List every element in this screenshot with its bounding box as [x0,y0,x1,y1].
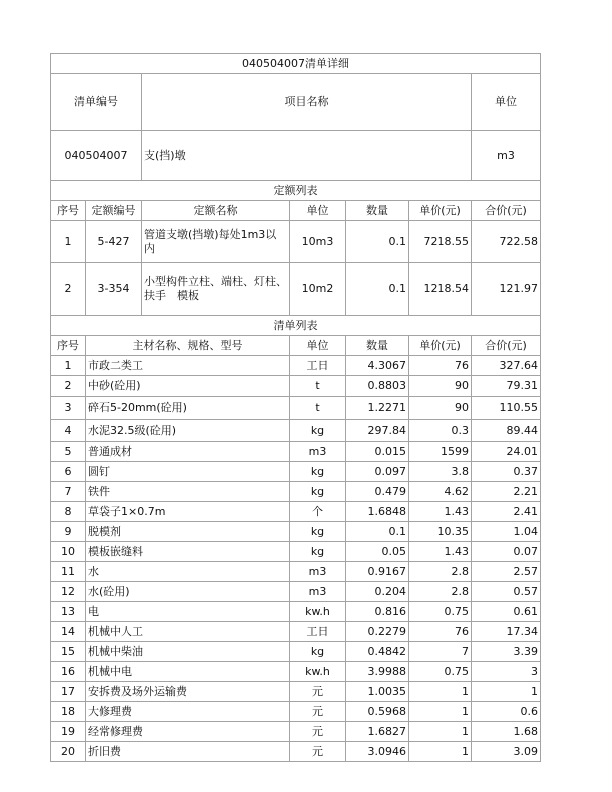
material-no-cell: 13 [51,602,86,622]
material-no-cell: 19 [51,722,86,742]
quota-section-header [51,181,541,221]
material-name-cell: 碎石5-20mm(砼用) [86,397,290,420]
quota-header-total: 合价(元) [472,201,541,221]
material-qty-cell: 0.479 [346,482,409,502]
material-total-cell: 79.31 [472,376,541,397]
material-header-qty: 数量 [346,336,409,356]
material-row [51,482,541,502]
material-unit-cell: kg [290,482,346,502]
material-row [51,642,541,662]
material-header-unit-price: 单价(元) [409,336,472,356]
material-row [51,356,541,376]
title-row [51,54,541,74]
quota-name-cell: 管道支墩(挡墩)每处1m3以内 [142,221,290,263]
quota-qty-cell: 0.1 [346,221,409,263]
material-unit-cell: 元 [290,682,346,702]
material-total-cell: 110.55 [472,397,541,420]
quota-no-cell: 1 [51,221,86,263]
quota-header-unit-price: 单价(元) [409,201,472,221]
material-qty-cell: 0.1 [346,522,409,542]
material-no-cell: 9 [51,522,86,542]
material-row [51,682,541,702]
material-name-cell: 中砂(砼用) [86,376,290,397]
material-row [51,442,541,462]
material-name-cell: 水泥32.5级(砼用) [86,420,290,442]
material-qty-cell: 0.2279 [346,622,409,642]
material-unit-cell: 工日 [290,356,346,376]
summary-header-row [51,74,541,131]
material-qty-cell: 4.3067 [346,356,409,376]
material-name-cell: 铁件 [86,482,290,502]
material-qty-cell: 0.015 [346,442,409,462]
quota-header-qty: 数量 [346,201,409,221]
material-row [51,502,541,522]
material-no-cell: 15 [51,642,86,662]
material-total-cell: 3.39 [472,642,541,662]
material-name-cell: 草袋子1×0.7m [86,502,290,522]
material-total-cell: 3.09 [472,742,541,762]
quota-header-unit: 单位 [290,201,346,221]
quota-row [51,221,541,263]
material-no-cell: 16 [51,662,86,682]
material-name-cell: 圆钉 [86,462,290,482]
material-row [51,397,541,420]
quota-header-name: 定额名称 [142,201,290,221]
material-name-cell: 脱模剂 [86,522,290,542]
material-unit-price-cell: 0.75 [409,602,472,622]
material-unit-cell: 个 [290,502,346,522]
bill-summary [51,54,541,181]
material-qty-cell: 0.9167 [346,562,409,582]
material-row [51,742,541,762]
summary-row [51,131,541,181]
material-name-cell: 经常修理费 [86,722,290,742]
quota-list [51,221,541,316]
material-qty-cell: 0.05 [346,542,409,562]
material-total-cell: 327.64 [472,356,541,376]
material-no-cell: 20 [51,742,86,762]
material-no-cell: 17 [51,682,86,702]
quota-unit-cell: 10m3 [290,221,346,263]
material-unit-price-cell: 2.8 [409,562,472,582]
material-unit-price-cell: 2.8 [409,582,472,602]
quota-header-code: 定额编号 [86,201,142,221]
quota-row [51,263,541,316]
material-unit-price-cell: 0.3 [409,420,472,442]
material-no-cell: 4 [51,420,86,442]
quota-section-title-row [51,181,541,201]
material-qty-cell: 0.8803 [346,376,409,397]
material-qty-cell: 1.0035 [346,682,409,702]
quota-name-cell: 小型构件立柱、端柱、灯柱、扶手 模板 [142,263,290,316]
quota-code-cell: 3-354 [86,263,142,316]
material-name-cell: 市政二类工 [86,356,290,376]
material-total-cell: 0.6 [472,702,541,722]
material-unit-price-cell: 76 [409,622,472,642]
material-unit-cell: 元 [290,742,346,762]
material-name-cell: 机械中电 [86,662,290,682]
material-unit-cell: 元 [290,702,346,722]
material-row [51,702,541,722]
material-no-cell: 3 [51,397,86,420]
material-total-cell: 2.21 [472,482,541,502]
material-header-unit: 单位 [290,336,346,356]
material-unit-price-cell: 1 [409,682,472,702]
material-row [51,376,541,397]
header-unit: 单位 [472,74,541,131]
material-row [51,420,541,442]
material-unit-price-cell: 90 [409,397,472,420]
material-row [51,662,541,682]
material-name-cell: 安拆费及场外运输费 [86,682,290,702]
quota-unit-price-cell: 7218.55 [409,221,472,263]
bill-detail-table [50,53,541,762]
material-total-cell: 0.07 [472,542,541,562]
material-unit-price-cell: 1 [409,702,472,722]
material-total-cell: 1 [472,682,541,702]
material-unit-cell: kw.h [290,602,346,622]
material-no-cell: 1 [51,356,86,376]
material-unit-price-cell: 4.62 [409,482,472,502]
item-unit: m3 [472,131,541,181]
quota-unit-price-cell: 1218.54 [409,263,472,316]
material-total-cell: 1.04 [472,522,541,542]
material-row [51,602,541,622]
material-unit-cell: kg [290,522,346,542]
material-total-cell: 0.37 [472,462,541,482]
material-section-title: 清单列表 [51,316,541,336]
material-unit-cell: kg [290,462,346,482]
material-unit-cell: kg [290,642,346,662]
material-no-cell: 5 [51,442,86,462]
material-row [51,522,541,542]
material-qty-cell: 1.2271 [346,397,409,420]
material-header-name: 主材名称、规格、型号 [86,336,290,356]
material-unit-cell: 元 [290,722,346,742]
material-unit-price-cell: 0.75 [409,662,472,682]
material-no-cell: 6 [51,462,86,482]
material-qty-cell: 0.204 [346,582,409,602]
material-qty-cell: 0.4842 [346,642,409,662]
quota-code-cell: 5-427 [86,221,142,263]
material-row [51,622,541,642]
material-total-cell: 1.68 [472,722,541,742]
material-header-row [51,336,541,356]
material-row [51,582,541,602]
material-unit-cell: m3 [290,562,346,582]
material-no-cell: 12 [51,582,86,602]
material-row [51,462,541,482]
item-name: 支(挡)墩 [142,131,472,181]
material-qty-cell: 3.9988 [346,662,409,682]
material-header-no: 序号 [51,336,86,356]
material-unit-cell: m3 [290,442,346,462]
quota-unit-cell: 10m2 [290,263,346,316]
material-section-title-row [51,316,541,336]
material-qty-cell: 3.0946 [346,742,409,762]
material-total-cell: 17.34 [472,622,541,642]
material-no-cell: 11 [51,562,86,582]
header-item-name: 项目名称 [142,74,472,131]
material-no-cell: 8 [51,502,86,522]
material-unit-cell: t [290,397,346,420]
material-row [51,722,541,742]
material-unit-cell: m3 [290,582,346,602]
bill-code: 040504007 [51,131,142,181]
table-title: 040504007清单详细 [51,54,541,74]
material-no-cell: 14 [51,622,86,642]
material-unit-cell: kg [290,420,346,442]
material-qty-cell: 1.6827 [346,722,409,742]
material-total-cell: 3 [472,662,541,682]
material-qty-cell: 0.097 [346,462,409,482]
material-unit-price-cell: 76 [409,356,472,376]
material-list [51,356,541,762]
material-section-header [51,316,541,356]
material-unit-price-cell: 1.43 [409,542,472,562]
material-unit-price-cell: 90 [409,376,472,397]
quota-total-cell: 722.58 [472,221,541,263]
material-name-cell: 水 [86,562,290,582]
material-name-cell: 折旧费 [86,742,290,762]
material-total-cell: 2.57 [472,562,541,582]
material-name-cell: 电 [86,602,290,622]
material-name-cell: 水(砼用) [86,582,290,602]
material-unit-price-cell: 1599 [409,442,472,462]
quota-header-no: 序号 [51,201,86,221]
material-row [51,542,541,562]
material-total-cell: 89.44 [472,420,541,442]
quota-section-title: 定额列表 [51,181,541,201]
material-no-cell: 10 [51,542,86,562]
material-total-cell: 2.41 [472,502,541,522]
material-name-cell: 普通成材 [86,442,290,462]
material-unit-cell: kg [290,542,346,562]
quota-header-row [51,201,541,221]
material-unit-cell: 工日 [290,622,346,642]
quota-no-cell: 2 [51,263,86,316]
material-header-total: 合价(元) [472,336,541,356]
material-no-cell: 7 [51,482,86,502]
material-qty-cell: 297.84 [346,420,409,442]
material-unit-price-cell: 1 [409,742,472,762]
material-unit-price-cell: 7 [409,642,472,662]
material-qty-cell: 0.5968 [346,702,409,722]
material-unit-price-cell: 1.43 [409,502,472,522]
material-no-cell: 18 [51,702,86,722]
material-name-cell: 机械中人工 [86,622,290,642]
material-unit-price-cell: 3.8 [409,462,472,482]
material-qty-cell: 1.6848 [346,502,409,522]
material-unit-cell: kw.h [290,662,346,682]
material-unit-cell: t [290,376,346,397]
material-row [51,562,541,582]
material-qty-cell: 0.816 [346,602,409,622]
material-unit-price-cell: 10.35 [409,522,472,542]
quota-total-cell: 121.97 [472,263,541,316]
material-name-cell: 大修理费 [86,702,290,722]
material-name-cell: 模板嵌缝料 [86,542,290,562]
material-total-cell: 24.01 [472,442,541,462]
material-total-cell: 0.61 [472,602,541,622]
material-total-cell: 0.57 [472,582,541,602]
material-name-cell: 机械中柴油 [86,642,290,662]
quota-qty-cell: 0.1 [346,263,409,316]
header-bill-code: 清单编号 [51,74,142,131]
material-unit-price-cell: 1 [409,722,472,742]
material-no-cell: 2 [51,376,86,397]
